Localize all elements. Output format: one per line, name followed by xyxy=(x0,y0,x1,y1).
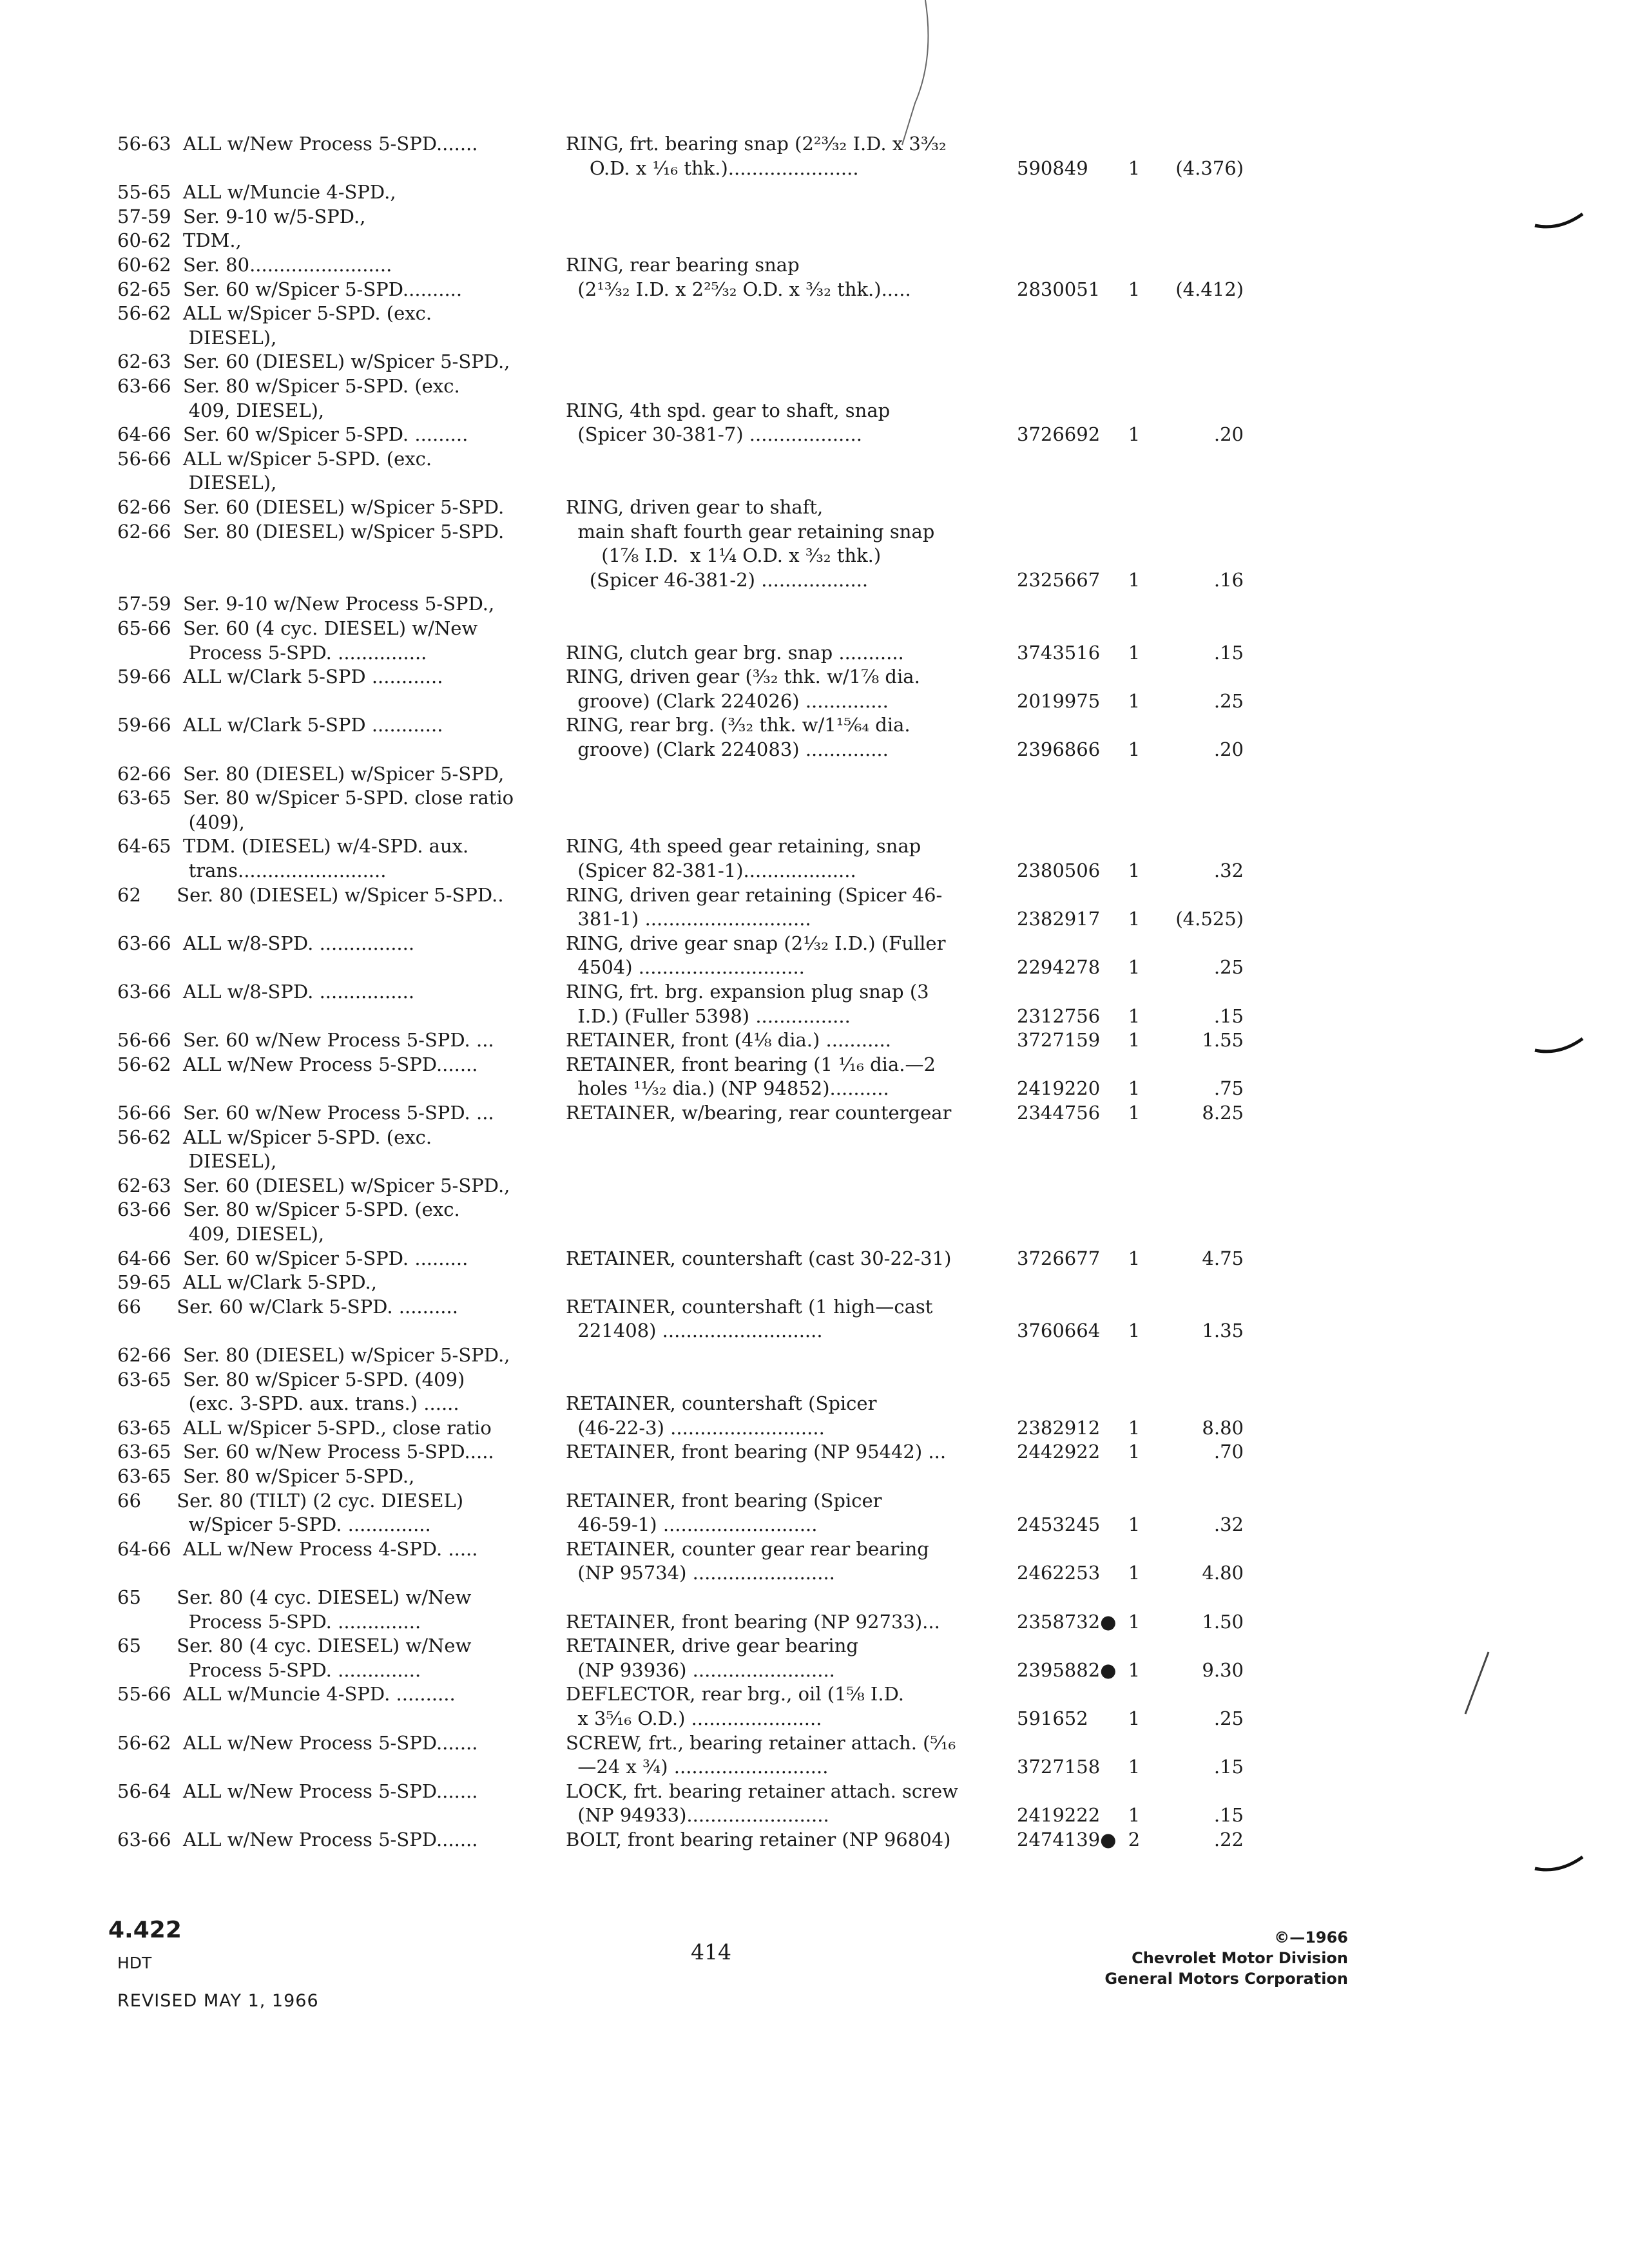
row-quantity: 1 xyxy=(1128,278,1141,300)
row-price: .25 xyxy=(1213,1707,1244,1729)
row-quantity: 2 xyxy=(1128,1829,1141,1850)
row-description: —24 x ¾) .......................... xyxy=(566,1756,829,1778)
row-price: (4.412) xyxy=(1175,278,1244,300)
row-quantity: 1 xyxy=(1128,642,1141,664)
row-price: (4.376) xyxy=(1175,157,1244,179)
row-application: 62-65 Ser. 60 w/Spicer 5-SPD.......... xyxy=(117,278,463,300)
row-application: 62-66 Ser. 80 (DIESEL) w/Spicer 5-SPD., xyxy=(117,1344,510,1366)
row-price: 1.35 xyxy=(1202,1320,1244,1341)
row-part-number: 3726692 xyxy=(1017,423,1101,445)
copyright: ©—1966 xyxy=(1274,1928,1348,1946)
row-quantity: 1 xyxy=(1128,1320,1141,1341)
row-application: 63-66 Ser. 80 w/Spicer 5-SPD. (exc. xyxy=(117,1198,460,1220)
row-application: 62-66 Ser. 60 (DIESEL) w/Spicer 5-SPD. xyxy=(117,496,505,518)
row-price: 1.55 xyxy=(1202,1029,1244,1051)
row-part-number: 3726677 xyxy=(1017,1247,1101,1269)
row-description: (NP 95734) ........................ xyxy=(566,1562,835,1584)
pencil-mark xyxy=(889,0,934,148)
revised-date: REVISED MAY 1, 1966 xyxy=(117,1991,319,2011)
row-price: .15 xyxy=(1213,1756,1244,1778)
row-application: 56-62 ALL w/Spicer 5-SPD. (exc. xyxy=(117,302,432,324)
row-quantity: 1 xyxy=(1128,1029,1141,1051)
row-application: 63-66 ALL w/8-SPD. ................ xyxy=(117,932,415,954)
row-application: trans......................... xyxy=(117,860,387,881)
row-application: 56-62 ALL w/New Process 5-SPD....... xyxy=(117,1732,478,1754)
row-part-number: 2830051 xyxy=(1017,278,1101,300)
row-application: 56-63 ALL w/New Process 5-SPD....... xyxy=(117,133,478,155)
row-application: 59-66 ALL w/Clark 5-SPD ............ xyxy=(117,666,443,687)
row-application: 64-66 Ser. 60 w/Spicer 5-SPD. ......... xyxy=(117,1247,468,1269)
row-price: .16 xyxy=(1213,569,1244,591)
row-description: RETAINER, w/bearing, rear countergear xyxy=(566,1102,952,1124)
row-description: (NP 94933)........................ xyxy=(566,1804,829,1826)
row-price: .15 xyxy=(1213,1804,1244,1826)
row-description: RING, driven gear to shaft, xyxy=(566,496,824,518)
row-description: RING, clutch gear brg. snap ........... xyxy=(566,642,904,664)
row-application: 66 Ser. 80 (TILT) (2 cyc. DIESEL) xyxy=(117,1490,464,1512)
row-description: RETAINER, countershaft (cast 30-22-31) xyxy=(566,1247,952,1269)
row-description: x 3⁵⁄₁₆ O.D.) ...................... xyxy=(566,1707,822,1729)
row-application: (exc. 3-SPD. aux. trans.) ...... xyxy=(117,1392,459,1414)
section-number: 4.422 xyxy=(108,1917,182,1943)
row-price: 8.80 xyxy=(1202,1417,1244,1439)
row-application: 57-59 Ser. 9-10 w/New Process 5-SPD., xyxy=(117,593,495,615)
row-part-number: 2344756 xyxy=(1017,1102,1101,1124)
row-price: .15 xyxy=(1213,1005,1244,1027)
row-description: RING, drive gear snap (2⅟₃₂ I.D.) (Fuller xyxy=(566,932,946,954)
row-description: RING, driven gear (³⁄₃₂ thk. w/1⅞ dia. xyxy=(566,666,920,687)
row-application: 409, DIESEL), xyxy=(117,399,325,421)
row-description: (Spicer 46-381-2) .................. xyxy=(566,569,869,591)
row-part-number: 3727158 xyxy=(1017,1756,1101,1778)
row-quantity: 1 xyxy=(1128,1562,1141,1584)
row-application: 56-64 ALL w/New Process 5-SPD....... xyxy=(117,1780,478,1802)
row-description: I.D.) (Fuller 5398) ................ xyxy=(566,1005,851,1027)
row-application: 56-66 Ser. 60 w/New Process 5-SPD. ... xyxy=(117,1029,494,1051)
row-application: 60-62 Ser. 80........................ xyxy=(117,254,392,276)
row-description: RING, 4th speed gear retaining, snap xyxy=(566,835,921,857)
row-description: RETAINER, countershaft (1 high—cast xyxy=(566,1296,933,1318)
row-part-number: 590849 xyxy=(1017,157,1088,179)
row-description: holes ¹¹⁄₃₂ dia.) (NP 94852).......... xyxy=(566,1077,889,1099)
row-application: 409, DIESEL), xyxy=(117,1223,325,1245)
row-application: 65 Ser. 80 (4 cyc. DIESEL) w/New xyxy=(117,1586,472,1608)
row-application: 59-66 ALL w/Clark 5-SPD ............ xyxy=(117,714,443,736)
row-part-number: 2312756 xyxy=(1017,1005,1101,1027)
row-quantity: 1 xyxy=(1128,423,1141,445)
row-part-number: 2294278 xyxy=(1017,956,1101,978)
row-description: DEFLECTOR, rear brg., oil (1⅝ I.D. xyxy=(566,1683,905,1705)
row-description: SCREW, frt., bearing retainer attach. (⁵⁄₁₆ xyxy=(566,1732,956,1754)
row-part-number: 2380506 xyxy=(1017,860,1101,881)
row-part-number: 2396866 xyxy=(1017,738,1101,760)
row-quantity: 1 xyxy=(1128,908,1141,930)
row-quantity: 1 xyxy=(1128,1611,1141,1633)
row-part-number: 3727159 xyxy=(1017,1029,1101,1051)
row-application: 66 Ser. 60 w/Clark 5-SPD. .......... xyxy=(117,1296,458,1318)
row-price: 9.30 xyxy=(1202,1659,1244,1681)
row-application: 63-66 Ser. 80 w/Spicer 5-SPD. (exc. xyxy=(117,375,460,397)
row-description: 221408) ........................... xyxy=(566,1320,823,1341)
row-application: 62 Ser. 80 (DIESEL) w/Spicer 5-SPD.. xyxy=(117,884,504,906)
row-application: DIESEL), xyxy=(117,1150,277,1172)
row-quantity: 1 xyxy=(1128,738,1141,760)
row-part-number: 2474139● xyxy=(1017,1829,1117,1850)
row-price: .25 xyxy=(1213,956,1244,978)
row-application: 62-66 Ser. 80 (DIESEL) w/Spicer 5-SPD, xyxy=(117,763,505,785)
row-price: .15 xyxy=(1213,642,1244,664)
row-quantity: 1 xyxy=(1128,956,1141,978)
row-price: .22 xyxy=(1213,1829,1244,1850)
row-part-number: 2395882● xyxy=(1017,1659,1117,1681)
row-price: .75 xyxy=(1213,1077,1244,1099)
row-description: RING, frt. bearing snap (2²³⁄₃₂ I.D. x 3³⁄₃₂ xyxy=(566,133,947,155)
row-part-number: 2442922 xyxy=(1017,1441,1101,1463)
row-description: RING, frt. brg. expansion plug snap (3 xyxy=(566,981,929,1003)
row-description: (NP 93936) ........................ xyxy=(566,1659,835,1681)
row-description: 46-59-1) .......................... xyxy=(566,1514,818,1535)
row-description: RETAINER, front bearing (NP 95442) ... xyxy=(566,1441,947,1463)
row-application: 56-62 ALL w/New Process 5-SPD....... xyxy=(117,1053,478,1075)
row-price: .20 xyxy=(1213,423,1244,445)
row-description: (1⅞ I.D. x 1¼ O.D. x ³⁄₃₂ thk.) xyxy=(566,544,882,566)
row-application: DIESEL), xyxy=(117,472,277,494)
row-application: w/Spicer 5-SPD. .............. xyxy=(117,1514,431,1535)
row-quantity: 1 xyxy=(1128,690,1141,712)
row-description: RING, rear brg. (³⁄₃₂ thk. w/1¹⁵⁄₆₄ dia. xyxy=(566,714,911,736)
row-application: 59-65 ALL w/Clark 5-SPD., xyxy=(117,1271,377,1293)
row-application: 56-66 ALL w/Spicer 5-SPD. (exc. xyxy=(117,448,432,470)
row-application: 62-66 Ser. 80 (DIESEL) w/Spicer 5-SPD. xyxy=(117,521,505,543)
row-part-number: 2419220 xyxy=(1017,1077,1101,1099)
row-application: 55-66 ALL w/Muncie 4-SPD. .......... xyxy=(117,1683,456,1705)
row-quantity: 1 xyxy=(1128,1707,1141,1729)
row-part-number: 2419222 xyxy=(1017,1804,1101,1826)
row-quantity: 1 xyxy=(1128,1514,1141,1535)
row-quantity: 1 xyxy=(1128,1102,1141,1124)
row-quantity: 1 xyxy=(1128,1005,1141,1027)
row-application: 62-63 Ser. 60 (DIESEL) w/Spicer 5-SPD., xyxy=(117,1175,510,1196)
row-application: 64-66 ALL w/New Process 4-SPD. ..... xyxy=(117,1538,478,1560)
row-price: 4.80 xyxy=(1202,1562,1244,1584)
row-description: RETAINER, front (4⅛ dia.) ........... xyxy=(566,1029,891,1051)
row-price: (4.525) xyxy=(1175,908,1244,930)
row-part-number: 2358732● xyxy=(1017,1611,1117,1633)
row-application: 60-62 TDM., xyxy=(117,229,242,251)
pencil-mark xyxy=(1456,1649,1495,1720)
row-application: 63-66 ALL w/New Process 5-SPD....... xyxy=(117,1829,478,1850)
row-price: .25 xyxy=(1213,690,1244,712)
row-application: 63-65 Ser. 80 w/Spicer 5-SPD. (409) xyxy=(117,1369,465,1390)
group-code: HDT xyxy=(117,1954,152,1972)
row-part-number: 2019975 xyxy=(1017,690,1101,712)
row-description: RETAINER, drive gear bearing xyxy=(566,1635,858,1657)
row-quantity: 1 xyxy=(1128,1659,1141,1681)
row-part-number: 2462253 xyxy=(1017,1562,1101,1584)
row-description: (2¹³⁄₃₂ I.D. x 2²⁵⁄₃₂ O.D. x ³⁄₃₂ thk.)..... xyxy=(566,278,911,300)
row-application: 65 Ser. 80 (4 cyc. DIESEL) w/New xyxy=(117,1635,472,1657)
row-quantity: 1 xyxy=(1128,157,1141,179)
row-application: 62-63 Ser. 60 (DIESEL) w/Spicer 5-SPD., xyxy=(117,351,510,372)
row-part-number: 3743516 xyxy=(1017,642,1101,664)
margin-tick-mark xyxy=(1534,1849,1585,1875)
row-quantity: 1 xyxy=(1128,860,1141,881)
row-application: 63-65 ALL w/Spicer 5-SPD., close ratio xyxy=(117,1417,492,1439)
row-price: 4.75 xyxy=(1202,1247,1244,1269)
row-description: groove) (Clark 224083) .............. xyxy=(566,738,889,760)
row-description: RETAINER, front bearing (Spicer xyxy=(566,1490,882,1512)
row-part-number: 2382912 xyxy=(1017,1417,1101,1439)
row-price: 1.50 xyxy=(1202,1611,1244,1633)
row-part-number: 2325667 xyxy=(1017,569,1101,591)
row-application: 63-65 Ser. 60 w/New Process 5-SPD..... xyxy=(117,1441,494,1463)
margin-tick-mark xyxy=(1534,206,1585,232)
row-application: 63-65 Ser. 80 w/Spicer 5-SPD. close ratio xyxy=(117,787,514,809)
row-application: 57-59 Ser. 9-10 w/5-SPD., xyxy=(117,206,366,227)
row-quantity: 1 xyxy=(1128,1417,1141,1439)
row-application: 65-66 Ser. 60 (4 cyc. DIESEL) w/New xyxy=(117,617,478,639)
row-application: 64-65 TDM. (DIESEL) w/4-SPD. aux. xyxy=(117,835,469,857)
row-application: 55-65 ALL w/Muncie 4-SPD., xyxy=(117,181,396,203)
row-application: 56-62 ALL w/Spicer 5-SPD. (exc. xyxy=(117,1126,432,1148)
row-application: Process 5-SPD. .............. xyxy=(117,1659,421,1681)
row-application: 63-66 ALL w/8-SPD. ................ xyxy=(117,981,415,1003)
row-part-number: 2453245 xyxy=(1017,1514,1101,1535)
row-description: 381-1) ............................ xyxy=(566,908,811,930)
row-description: (46-22-3) .......................... xyxy=(566,1417,825,1439)
row-quantity: 1 xyxy=(1128,1441,1141,1463)
row-part-number: 2382917 xyxy=(1017,908,1101,930)
row-quantity: 1 xyxy=(1128,569,1141,591)
row-description: (Spicer 82-381-1)................... xyxy=(566,860,856,881)
row-application: DIESEL), xyxy=(117,327,277,349)
row-description: RETAINER, counter gear rear bearing xyxy=(566,1538,929,1560)
row-description: 4504) ............................ xyxy=(566,956,805,978)
row-description: LOCK, frt. bearing retainer attach. screw xyxy=(566,1780,958,1802)
row-application: Process 5-SPD. .............. xyxy=(117,1611,421,1633)
corporation-name: General Motors Corporation xyxy=(1104,1970,1348,1988)
row-quantity: 1 xyxy=(1128,1804,1141,1826)
row-part-number: 3760664 xyxy=(1017,1320,1101,1341)
row-quantity: 1 xyxy=(1128,1247,1141,1269)
row-part-number: 591652 xyxy=(1017,1707,1088,1729)
row-price: 8.25 xyxy=(1202,1102,1244,1124)
row-quantity: 1 xyxy=(1128,1077,1141,1099)
row-quantity: 1 xyxy=(1128,1756,1141,1778)
row-description: RING, 4th spd. gear to shaft, snap xyxy=(566,399,891,421)
row-application: (409), xyxy=(117,811,245,833)
row-application: 63-65 Ser. 80 w/Spicer 5-SPD., xyxy=(117,1465,415,1487)
row-description: RETAINER, front bearing (1 ¹⁄₁₆ dia.—2 xyxy=(566,1053,936,1075)
row-description: BOLT, front bearing retainer (NP 96804) xyxy=(566,1829,951,1850)
row-description: main shaft fourth gear retaining snap xyxy=(566,521,935,543)
row-price: .32 xyxy=(1213,1514,1244,1535)
row-description: O.D. x ¹⁄₁₆ thk.)...................... xyxy=(566,157,859,179)
row-application: Process 5-SPD. ............... xyxy=(117,642,427,664)
row-description: groove) (Clark 224026) .............. xyxy=(566,690,889,712)
row-description: RETAINER, countershaft (Spicer xyxy=(566,1392,877,1414)
margin-tick-mark xyxy=(1534,1031,1585,1057)
row-description: RING, driven gear retaining (Spicer 46- xyxy=(566,884,943,906)
row-price: .32 xyxy=(1213,860,1244,881)
row-application: 56-66 Ser. 60 w/New Process 5-SPD. ... xyxy=(117,1102,494,1124)
row-description: (Spicer 30-381-7) ................... xyxy=(566,423,862,445)
row-application: 64-66 Ser. 60 w/Spicer 5-SPD. ......... xyxy=(117,423,468,445)
row-price: .70 xyxy=(1213,1441,1244,1463)
row-price: .20 xyxy=(1213,738,1244,760)
row-description: RETAINER, front bearing (NP 92733)... xyxy=(566,1611,940,1633)
page-number: 414 xyxy=(691,1939,731,1965)
row-description: RING, rear bearing snap xyxy=(566,254,800,276)
division-name: Chevrolet Motor Division xyxy=(1132,1949,1348,1967)
